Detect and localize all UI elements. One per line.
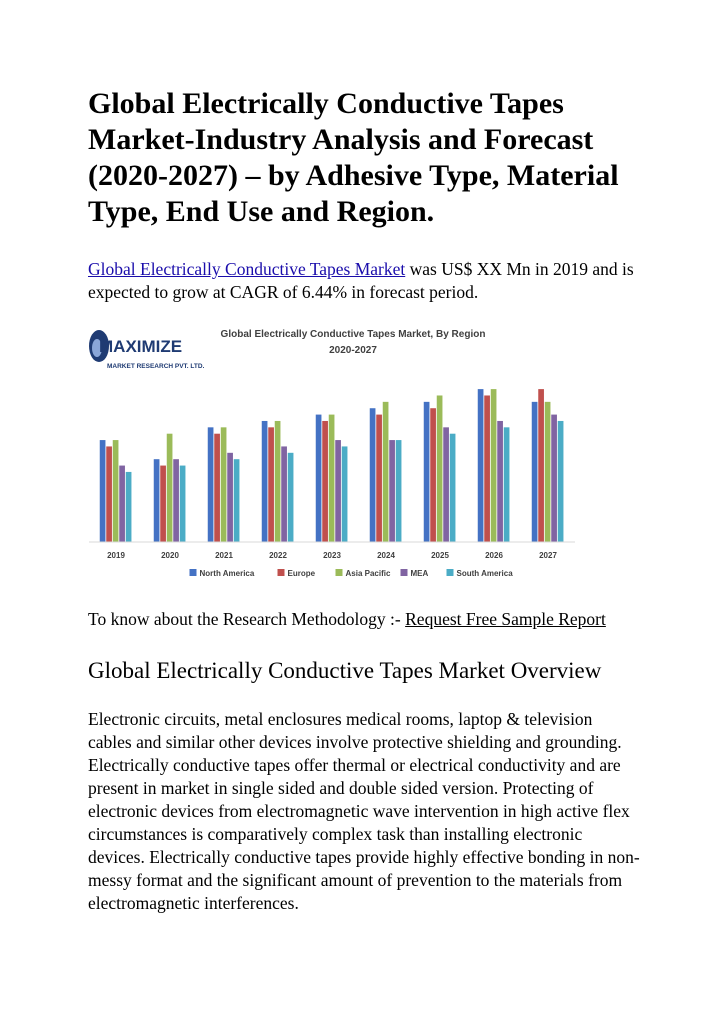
chart-subtitle: 2020-2027: [329, 345, 377, 356]
bar-south-america-2019: [126, 472, 132, 542]
bar-south-america-2025: [450, 434, 456, 542]
bar-north-america-2022: [262, 421, 268, 542]
bar-europe-2019: [106, 446, 112, 542]
x-tick-label: 2020: [161, 551, 179, 560]
bar-asia-pacific-2021: [221, 427, 227, 542]
bar-south-america-2021: [234, 459, 240, 542]
legend-label: North America: [199, 569, 255, 578]
bar-north-america-2020: [154, 459, 160, 542]
bar-mea-2026: [497, 421, 503, 542]
bar-south-america-2022: [288, 453, 294, 542]
bar-mea-2019: [119, 466, 125, 542]
bar-asia-pacific-2027: [545, 402, 551, 542]
logo-line1: MAXIMIZE: [99, 337, 183, 356]
bar-mea-2020: [173, 459, 179, 542]
x-tick-label: 2022: [269, 551, 287, 560]
bar-europe-2023: [322, 421, 328, 542]
intro-text: was US$ XX Mn in 2019 and is expected to grow at CAGR of 6.44% in forecast period.: [88, 259, 634, 302]
legend-swatch: [401, 569, 408, 576]
chart-svg: [85, 318, 585, 593]
request-sample-link[interactable]: Request Free Sample Report: [405, 609, 606, 629]
bar-mea-2025: [443, 427, 449, 542]
bar-mea-2023: [335, 440, 341, 542]
bar-south-america-2020: [180, 466, 186, 542]
bar-asia-pacific-2023: [329, 415, 335, 542]
bar-europe-2021: [214, 434, 220, 542]
x-tick-label: 2019: [107, 551, 125, 560]
x-tick-labels: [107, 551, 557, 560]
bar-north-america-2024: [370, 408, 376, 542]
legend-swatch: [336, 569, 343, 576]
x-tick-label: 2023: [323, 551, 341, 560]
document-title: Global Electrically Conductive Tapes Market-Industry Analysis and Forecast (2020-2027) – by Adhesive Type, Material Type, End Use and Region.: [88, 87, 619, 228]
x-tick-label: 2024: [377, 551, 395, 560]
overview-paragraph: Electronic circuits, metal enclosures medical rooms, laptop & television cables and similar other devices involve protective shielding and grounding. Electrically conductive tapes offer thermal or electrical conductivity and are present in market in single sided and double sided version. Protecting of electronic devices from electromagnetic wave intervention in high active flex circumstances is comparatively complex task than installing electronic devices. Electrically conductive tapes provide highly effective bonding in non-messy format and the significant amount of prevention to the materials from electromagnetic interferences.: [88, 709, 640, 913]
bar-asia-pacific-2019: [113, 440, 119, 542]
bar-asia-pacific-2025: [437, 395, 443, 542]
bar-asia-pacific-2020: [167, 434, 173, 542]
bar-north-america-2019: [100, 440, 106, 542]
bar-north-america-2027: [532, 402, 538, 542]
legend-label: Europe: [287, 569, 316, 578]
x-tick-label: 2026: [485, 551, 503, 560]
region-chart: [85, 318, 585, 593]
overview-heading: Global Electrically Conductive Tapes Market Overview: [88, 658, 602, 683]
bar-europe-2025: [430, 408, 436, 542]
bar-europe-2022: [268, 427, 274, 542]
legend-swatch: [447, 569, 454, 576]
bar-south-america-2023: [342, 446, 348, 542]
methodology-paragraph: [88, 608, 648, 631]
logo-line2: MARKET RESEARCH PVT. LTD.: [107, 363, 205, 370]
chart-title: Global Electrically Conductive Tapes Market, By Region: [220, 329, 486, 340]
legend-swatch: [278, 569, 285, 576]
legend-label: Asia Pacific: [345, 569, 391, 578]
bar-group: [100, 389, 564, 542]
bar-europe-2026: [484, 395, 490, 542]
x-tick-label: 2027: [539, 551, 557, 560]
bar-mea-2024: [389, 440, 395, 542]
x-tick-label: 2025: [431, 551, 449, 560]
maximize-logo: [89, 330, 205, 370]
bar-south-america-2026: [504, 427, 510, 542]
bar-mea-2027: [551, 415, 557, 542]
bar-asia-pacific-2024: [383, 402, 389, 542]
bar-north-america-2026: [478, 389, 484, 542]
bar-europe-2027: [538, 389, 544, 542]
legend-label: MEA: [410, 569, 429, 578]
bar-north-america-2021: [208, 427, 214, 542]
bar-mea-2022: [281, 446, 287, 542]
bar-asia-pacific-2022: [275, 421, 281, 542]
bar-europe-2024: [376, 415, 382, 542]
market-link[interactable]: Global Electrically Conductive Tapes Market: [88, 259, 406, 279]
methodology-text: To know about the Research Methodology :-: [88, 609, 406, 629]
x-tick-label: 2021: [215, 551, 233, 560]
bar-north-america-2025: [424, 402, 430, 542]
legend-swatch: [190, 569, 197, 576]
bar-north-america-2023: [316, 415, 322, 542]
bar-south-america-2027: [558, 421, 564, 542]
bar-south-america-2024: [396, 440, 402, 542]
legend-label: South America: [456, 569, 513, 578]
intro-paragraph: [88, 258, 648, 304]
bar-mea-2021: [227, 453, 233, 542]
bar-asia-pacific-2026: [491, 389, 497, 542]
chart-legend: [190, 569, 514, 578]
bar-europe-2020: [160, 466, 166, 542]
